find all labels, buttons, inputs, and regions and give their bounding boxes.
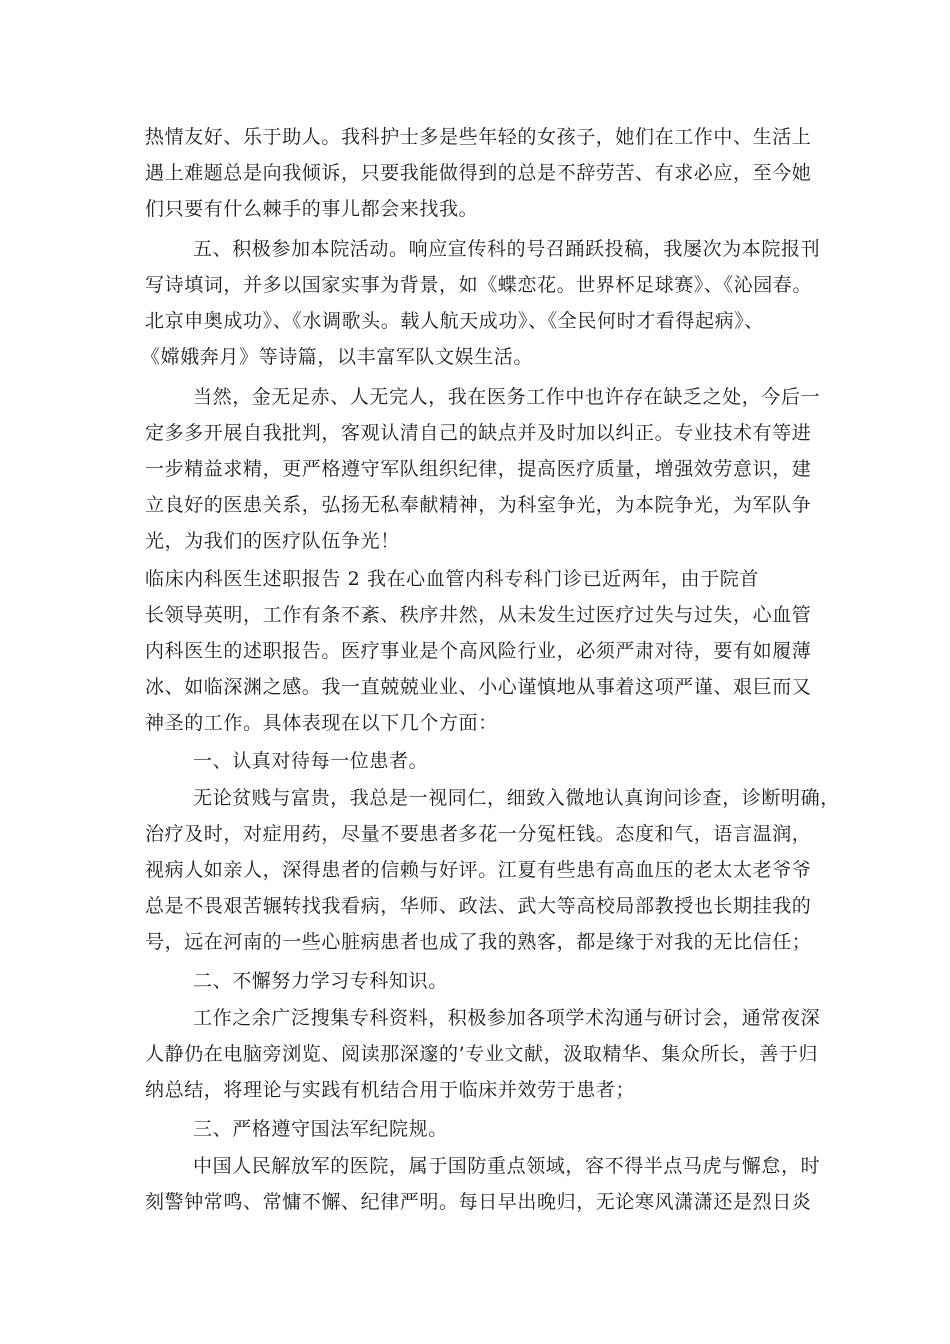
text-line: 立良好的医患关系，弘扬无私奉献精神，为科室争光，为本院争光，为军队争 (145, 494, 812, 516)
text-line: 临床内科医生述职报告 2 我在心血管内科专科门诊已近两年，由于院首 (145, 568, 759, 590)
text-line: 刻警钟常鸣、常慵不懈、纪律严明。每日早出晚归，无论寒风潇潇还是烈日炎 (145, 1191, 812, 1213)
text-line: 内科医生的述职报告。医疗事业是个高风险行业，必须严肃对待，要有如履薄 (145, 640, 812, 662)
text-line: 北京申奥成功》、《水调歌头。载人航天成功》、《全民何时才看得起病》、 (145, 310, 764, 332)
text-line: 写诗填词，并多以国家实事为背景，如《蝶恋花。世界杯足球赛》、《沁园春。 (145, 274, 813, 296)
text-line: 热情友好、乐于助人。我科护士多是些年轻的女孩子，她们在工作中、生活上 (145, 126, 812, 148)
text-line: 工作之余广泛搜集专科资料，积极参加各项学术沟通与研讨会，通常夜深 (193, 1007, 821, 1029)
text-line: 治疗及时，对症用药，尽量不要患者多花一分冤枉钱。态度和气，语言温润， (145, 823, 812, 845)
text-line: 定多多开展自我批判，客观认清自己的缺点并及时加以纠正。专业技术有等进 (145, 422, 812, 444)
text-line: 人静仍在电脑旁浏览、阅读那深邃的’专业文献，汲取精华、集众所长，善于归 (145, 1043, 819, 1065)
text-line: 视病人如亲人，深得患者的信赖与好评。江夏有些患有高血压的老太太老爷爷 (145, 859, 812, 881)
text-line: 当然，金无足赤、人无完人，我在医务工作中也许存在缺乏之处，今后一 (193, 386, 821, 408)
text-line: 神圣的工作。具体表现在以下几个方面： (145, 712, 498, 734)
text-line: 遇上难题总是向我倾诉，只要我能做得到的总是不辞劳苦、有求必应，至今她 (145, 162, 812, 184)
text-line: 二、不懈努力学习专科知识。 (193, 970, 448, 992)
text-line: 五、积极参加本院活动。响应宣传科的号召踊跃投稿，我屡次为本院报刊 (193, 238, 821, 260)
text-line: 号，远在河南的一些心脏病患者也成了我的熟客，都是缘于对我的无比信任； (145, 931, 812, 953)
text-line: 长领导英明，工作有条不紊、秩序井然，从未发生过医疗过失与过失，心血管 (145, 604, 812, 626)
text-line: 总是不畏艰苦辗转找我看病，华师、政法、武大等高校局部教授也长期挂我的 (145, 895, 812, 917)
text-line: 一、认真对待每一位患者。 (193, 750, 429, 772)
text-line: 们只要有什么棘手的事儿都会来找我。 (145, 198, 479, 220)
text-line: 《嫦娥奔月》等诗篇，以丰富军队文娱生活。 (141, 346, 534, 368)
text-line: 冰、如临深渊之感。我一直兢兢业业、小心谨慎地从事着这项严谨、艰巨而又 (145, 676, 812, 698)
text-line: 无论贫贱与富贵，我总是一视同仁，细致入微地认真询问诊查，诊断明确， (193, 787, 840, 809)
text-line: 一步精益求精，更严格遵守军队组织纪律，提高医疗质量，增强效劳意识，建 (145, 458, 812, 480)
text-line: 中国人民解放军的医院，属于国防重点领域，容不得半点马虎与懈怠，时 (193, 1155, 821, 1177)
text-line: 光，为我们的医疗队伍争光！ (145, 530, 400, 552)
text-line: 纳总结，将理论与实践有机结合用于临床并效劳于患者； (145, 1079, 636, 1101)
text-line: 三、严格遵守国法军纪院规。 (193, 1118, 448, 1140)
